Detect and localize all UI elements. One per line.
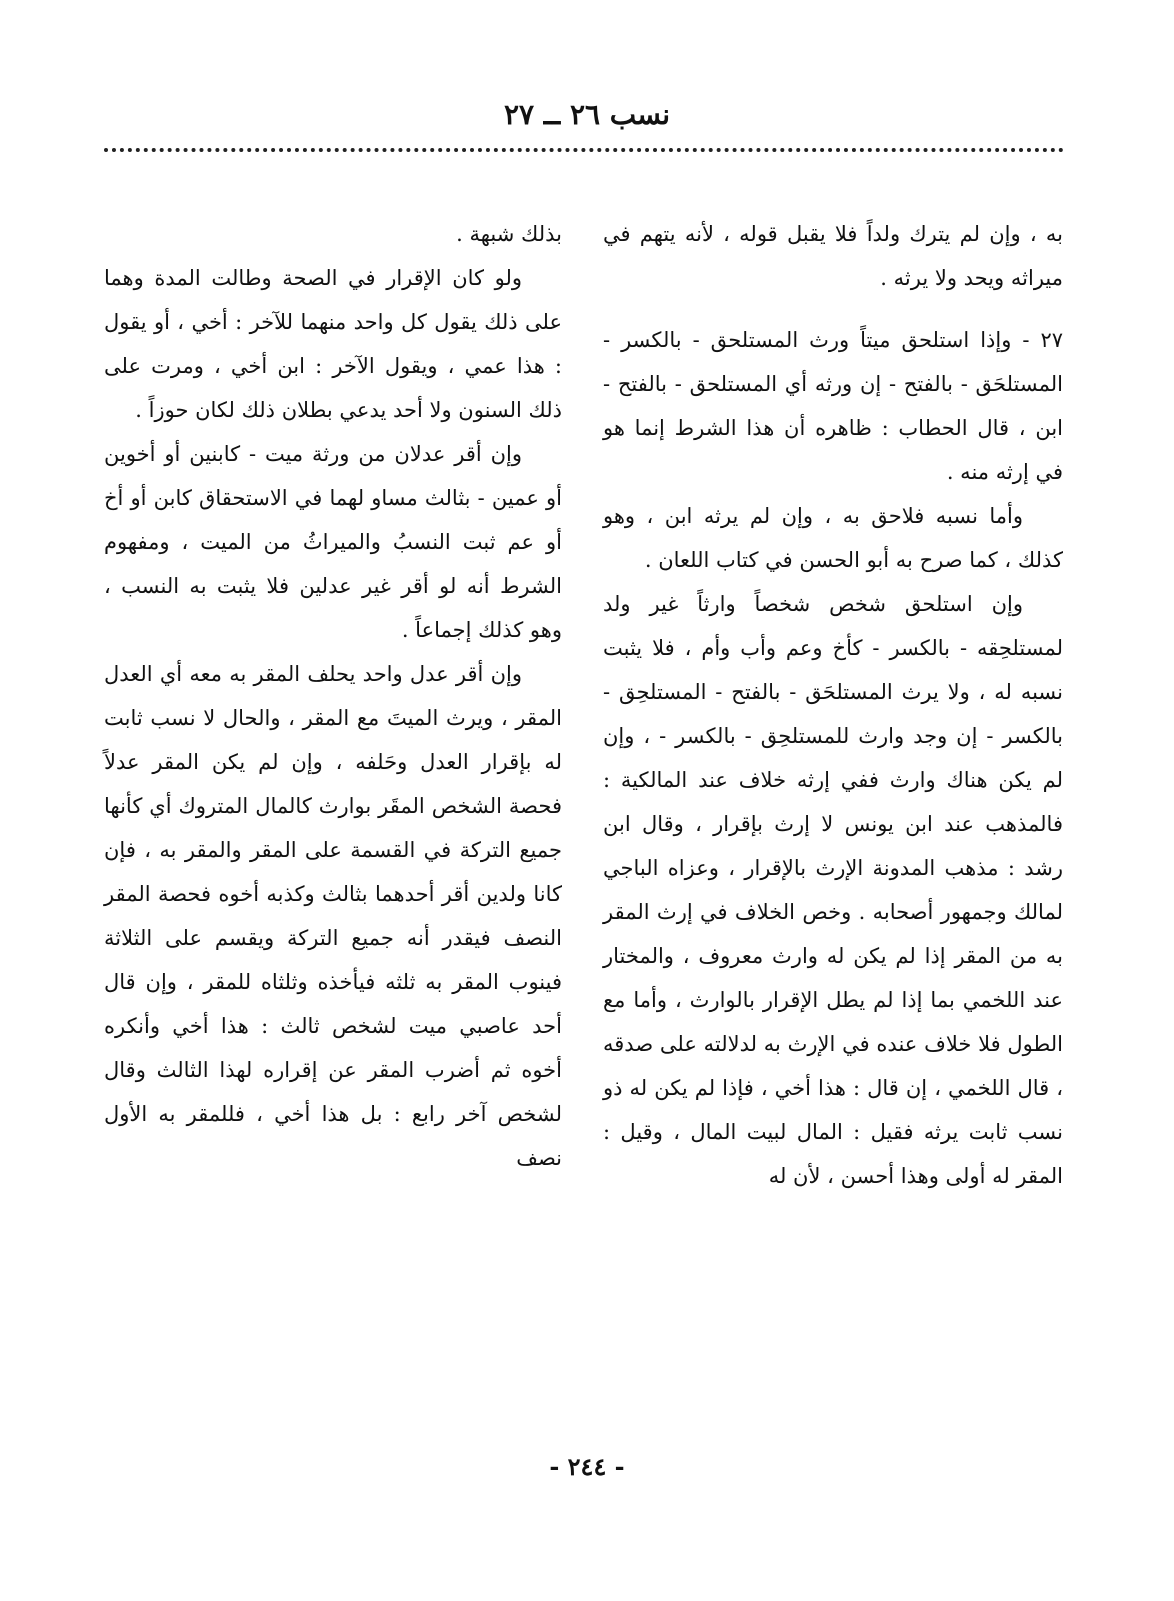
page-header: نسب ٢٦ ــ ٢٧ xyxy=(503,98,671,131)
paragraph: به ، وإن لم يترك ولداً فلا يقبل قوله ، لأنه يتهم في ميراثه ويحد ولا يرثه . xyxy=(603,222,1063,290)
paragraph: وإن أقر عدلان من ورثة ميت - كابنين أو أخوين أو عمين - بثالث مساو لهما في الاستحقاق كابن أو أخ أو عم ثبت النسبُ والميراثُ من الميت ، ومفهوم الشرط أنه لو أقر غير عدلين فلا يثبت به النسب ، وهو كذلك إجماعاً . xyxy=(104,442,562,642)
paragraph: بذلك شبهة . xyxy=(456,222,562,246)
page-number: - ٢٤٤ - xyxy=(549,1452,625,1481)
right-column xyxy=(603,212,1063,1198)
paragraph: وإن أقر عدل واحد يحلف المقر به معه أي العدل المقر ، ويرث الميتَ مع المقر ، والحال لا نسب ثابت له بإقرار العدل وحَلفه ، وإن لم يكن المقر عدلاً فحصة الشخص المقَر بوارث كالمال المتروك أي كأنها جميع التركة في القسمة على المقر والمقر به ، فإن كانا ولدين أقر أحدهما بثالث وكذبه أخوه فحصة المقر النصف فيقدر أنه جميع التركة ويقسم على الثلاثة فينوب المقر به ثلثه فيأخذه وثلثاه للمقر ، وإن قال أحد عاصبي ميت لشخص ثالث : هذا أخي وأنكره أخوه ثم أضرب المقر عن إقراره لهذا الثالث وقال لشخص آخر رابع : بل هذا أخي ، فللمقر به الأول نصف xyxy=(104,662,562,1170)
left-column xyxy=(104,212,562,1180)
paragraph: ولو كان الإقرار في الصحة وطالت المدة وهما على ذلك يقول كل واحد منهما للآخر : أخي ، أو يقول : هذا عمي ، ويقول الآخر : ابن أخي ، ومرت على ذلك السنون ولا أحد يدعي بطلان ذلك لكان حوزاً . xyxy=(104,266,562,422)
paragraph: وأما نسبه فلاحق به ، وإن لم يرثه ابن ، وهو كذلك ، كما صرح به أبو الحسن في كتاب اللعان . xyxy=(603,504,1063,572)
header-dotted-divider xyxy=(104,148,1064,152)
paragraph-section-27: ٢٧ - وإذا استلحق ميتاً ورث المستلحق - بالكسر - المستلحَق - بالفتح - إن ورثه أي المستلحق - بالفتح - ابن ، قال الحطاب : ظاهره أن هذا الشرط إنما هو في إرثه منه . xyxy=(603,328,1063,484)
paragraph: وإن استلحق شخص شخصاً وارثاً غير ولد لمستلحِقه - بالكسر - كأخ وعم وأب وأم ، فلا يثبت نسبه له ، ولا يرث المستلحَق - بالفتح - المستلحِق - بالكسر - إن وجد وارث للمستلحِق - بالكسر - ، وإن لم يكن هناك وارث ففي إرثه خلاف عند المالكية : فالمذهب عند ابن يونس لا إرث بإقرار ، وقال ابن رشد : مذهب المدونة الإرث بالإقرار ، وعزاه الباجي لمالك وجمهور أصحابه . وخص الخلاف في إرث المقر به من المقر إذا لم يكن له وارث معروف ، والمختار عند اللخمي بما إذا لم يطل الإقرار بالوارث ، وأما مع الطول فلا خلاف عنده في الإرث به لدلالته على صدقه ، قال اللخمي ، إن قال : هذا أخي ، فإذا لم يكن له ذو نسب ثابت يرثه فقيل : المال لبيت المال ، وقيل : المقر له أولى وهذا أحسن ، لأن له xyxy=(603,592,1063,1188)
